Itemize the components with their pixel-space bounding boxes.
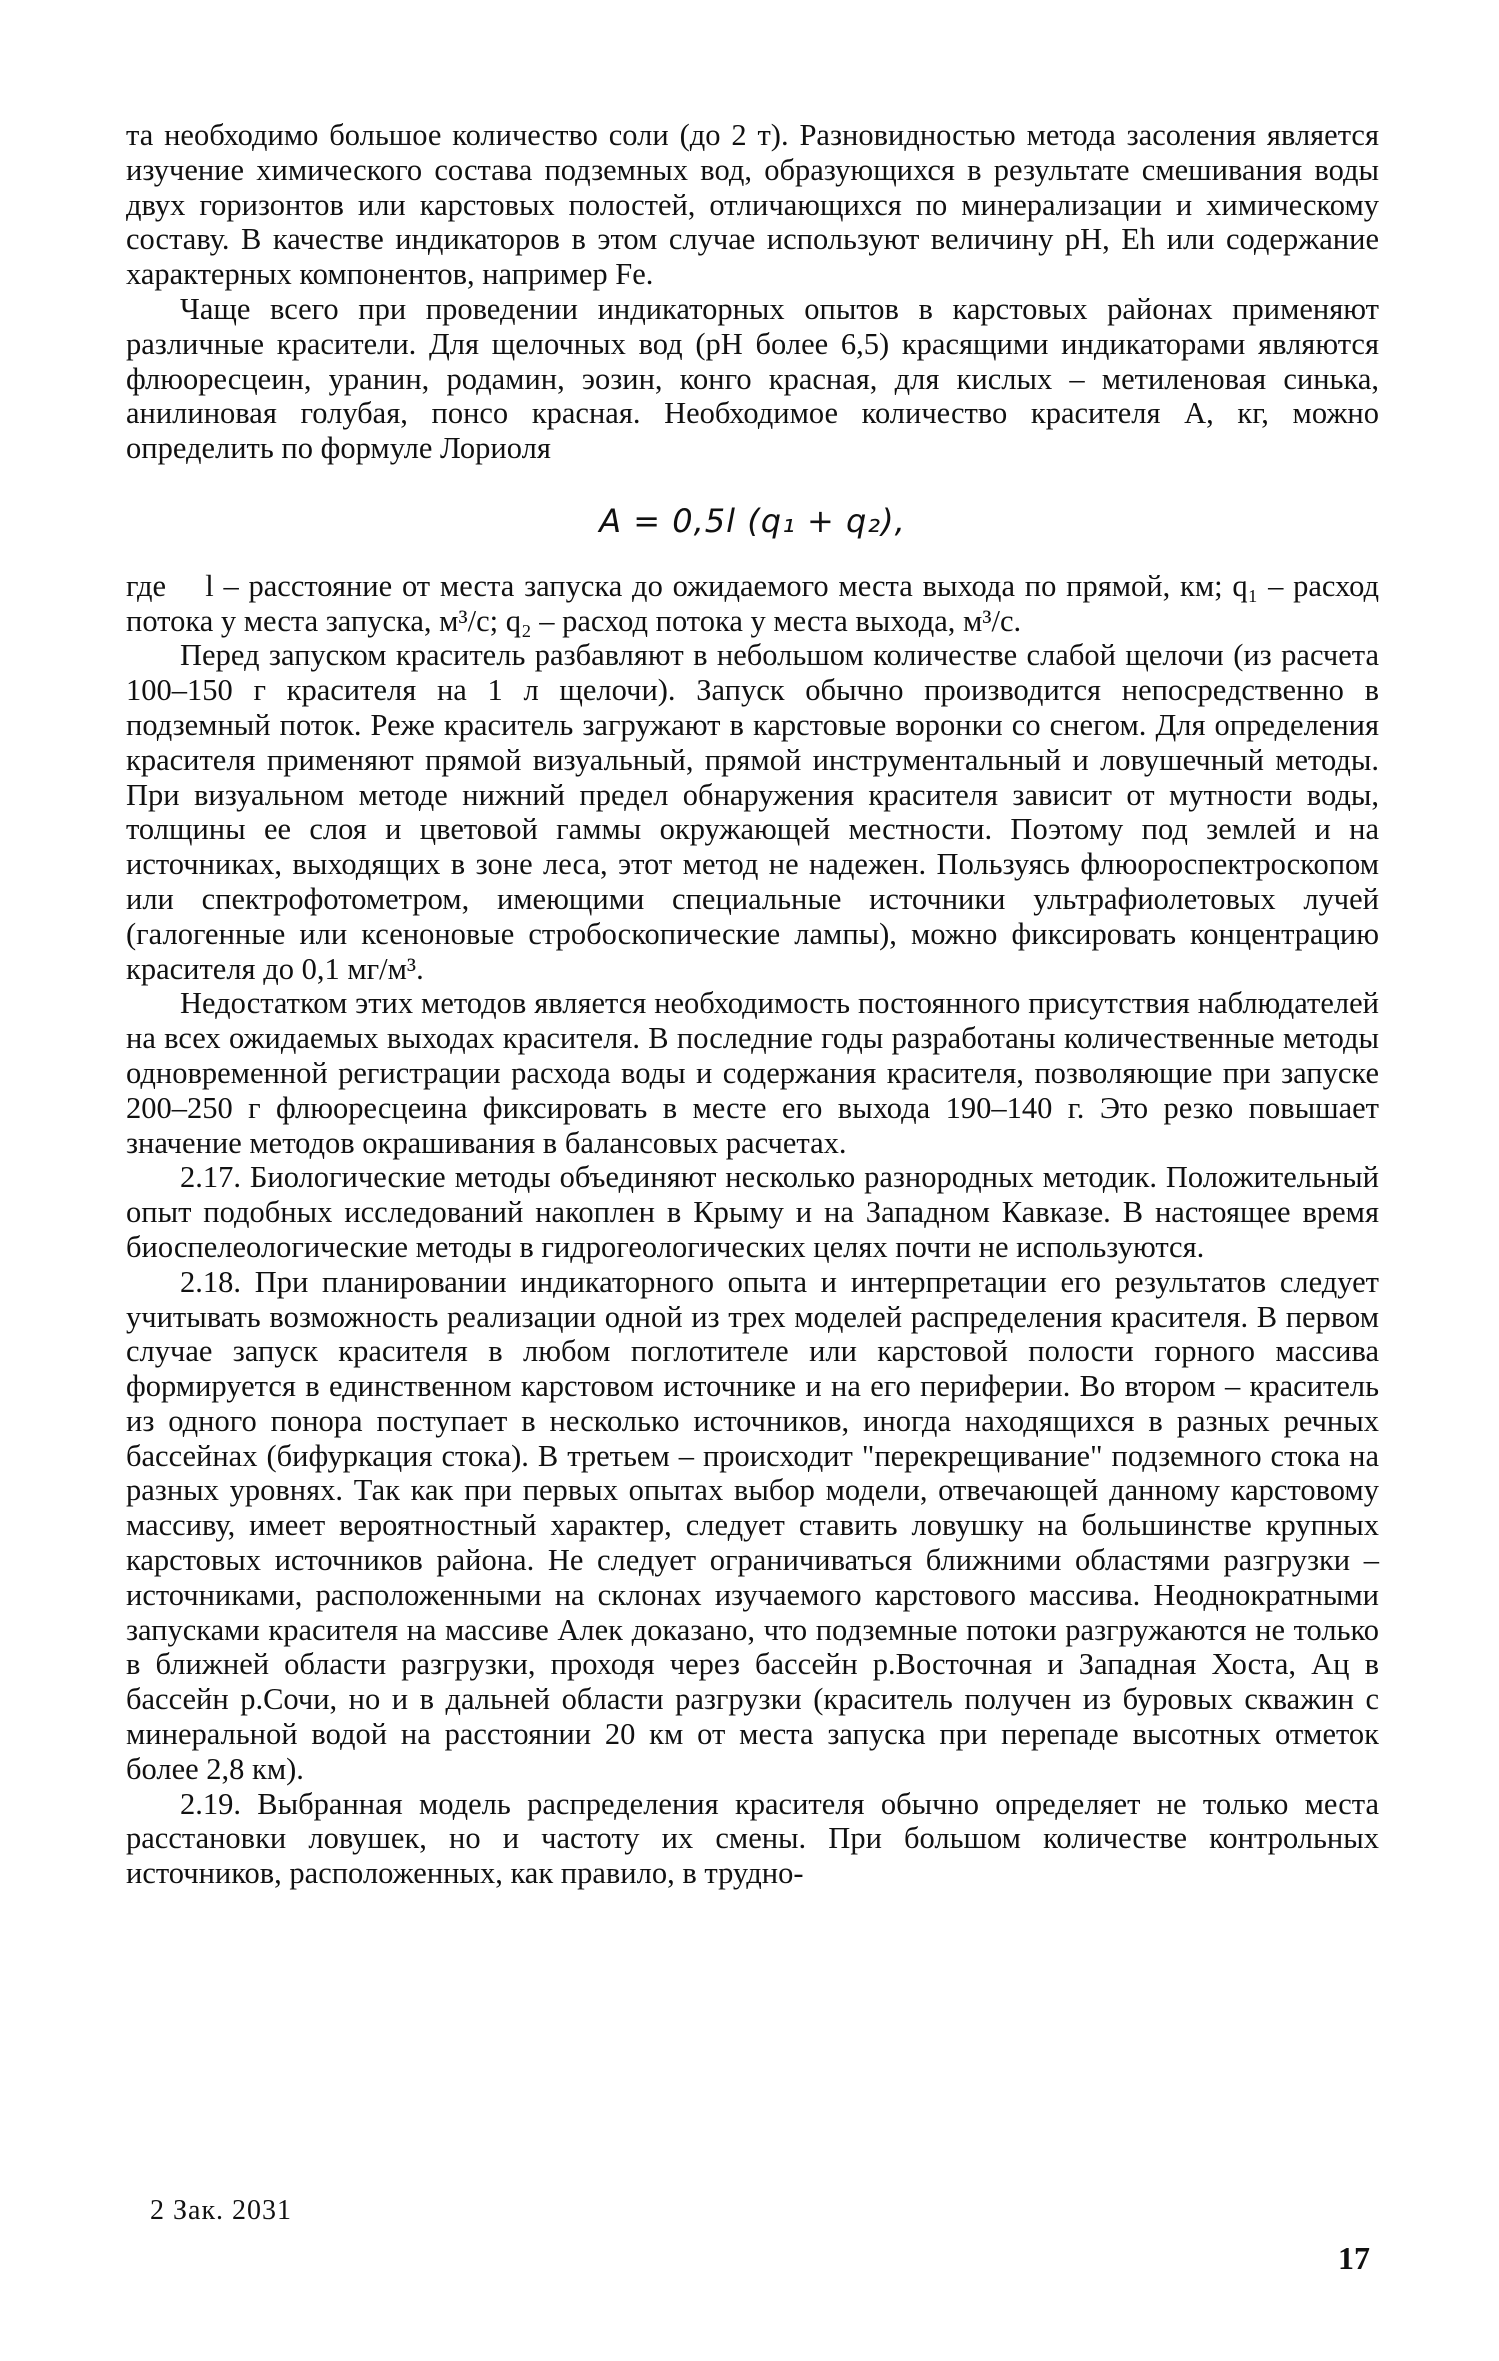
formula-lorriol: A = 0,5l (q₁ + q₂), xyxy=(599,501,906,540)
paragraph-drawback: Недостатком этих методов является необходимость постоянного присутствия наблюдателей на всех ожидаемых выходах красителя. В последние годы разработаны количественные методы одновременной регистрации расхода воды и содержания красителя, позволяющие при запуске 200–250 г флюоресцеина фиксировать в месте его выхода 190–140 г. Это резко повышает значение методов окрашивания в балансовых расчетах. xyxy=(126,986,1379,1160)
where-label: где xyxy=(126,568,167,603)
formula-legend xyxy=(126,569,1379,639)
paragraph-dyes: Чаще всего при проведении индикаторных опытов в карстовых районах применяют различные красители. Для щелочных вод (pH более 6,5) красящими индикаторами являются флюоресцеин, уранин, родамин, эозин, конго красная, для кислых – метиленовая синька, анилиновая голубая, понсо красная. Необходимое количество красителя A, кг, можно определить по формуле Лориоля xyxy=(126,291,1379,466)
paragraph-2-18: 2.18. При планировании индикаторного опыта и интерпретации его результатов следует учитывать возможность реализации одной из трех моделей распределения красителя. В первом случае запуск красителя в любом поглотителе или карстовой полости горного массива формируется в единственном карстовом источнике и на его периферии. Во втором – краситель из одного понора поступает в несколько источников, иногда находящихся в разных речных бассейнах (бифуркация стока). В третьем – происходит "перекрещивание" подземного стока на разных уровнях. Так как при первых опытах выбор модели, отвечающей данному карстовому массиву, имеет вероятностный характер, следует ставить ловушку на большинстве крупных карстовых источников района. Не следует ограничиваться ближними областями разгрузки – источниками, расположенными на склонах изучаемого карстового массива. Неоднократными запусками красителя на массиве Алек доказано, что подземные потоки разгружаются не только в ближней области разгрузки, проходя через бассейн р.Восточная и Западная Хоста, Ац в бассейн р.Сочи, но и в дальней области разгрузки (краситель получен из буровых скважин с минеральной водой на расстоянии 20 км от места запуска при перепаде высотных отметок более 2,8 км). xyxy=(126,1264,1379,1786)
paragraph-2-19: 2.19. Выбранная модель распределения красителя обычно определяет не только места расстановки ловушек, но и частоту их смены. При большом количестве контрольных источников, расположенных, как правило, в трудно- xyxy=(126,1786,1379,1891)
where-text: l – расстояние от места запуска до ожидаемого места выхода по прямой, км; q₁ – расход потока у места запуска, м³/с; q₂ – расход потока у места выхода, м³/с. xyxy=(126,568,1380,638)
page-body xyxy=(126,118,1379,1891)
paragraph-launch: Перед запуском краситель разбавляют в небольшом количестве слабой щелочи (из расчета 100–150 г красителя на 1 л щелочи). Запуск обычно производится непосредственно в подземный поток. Реже краситель загружают в карстовые воронки со снегом. Для определения красителя применяют прямой визуальный, прямой инструментальный и ловушечный методы. При визуальном методе нижний предел обнаружения красителя зависит от мутности воды, толщины ее слоя и цветовой гаммы окружающей местности. Поэтому под землей и на источниках, выходящих в зоне леса, этот метод не надежен. Пользуясь флюороспектроскопом или спектрофотометром, имеющими специальные источники ультрафиолетовых лучей (галогенные или ксеноновые стробоскопические лампы), можно фиксировать концентрацию красителя до 0,1 мг/м³. xyxy=(126,638,1379,986)
printer-signature: 2 Зак. 2031 xyxy=(150,2195,293,2226)
paragraph-2-17: 2.17. Биологические методы объединяют несколько разнородных методик. Положительный опыт подобных исследований накоплен в Крыму и на Западном Кавказе. В настоящее время биоспелеологические методы в гидрогеологических целях почти не используются. xyxy=(126,1160,1379,1264)
page-number: 17 xyxy=(1338,2240,1370,2276)
paragraph-continuation: та необходимо большое количество соли (до 2 т). Разновидностью метода засоления является изучение химического состава подземных вод, образующихся в результате смешивания воды двух горизонтов или карстовых полостей, отличающихся по минерализации и химическому составу. В качестве индикаторов в этом случае используют величину pH, Eh или содержание характерных компонентов, например Fe. xyxy=(126,118,1379,292)
